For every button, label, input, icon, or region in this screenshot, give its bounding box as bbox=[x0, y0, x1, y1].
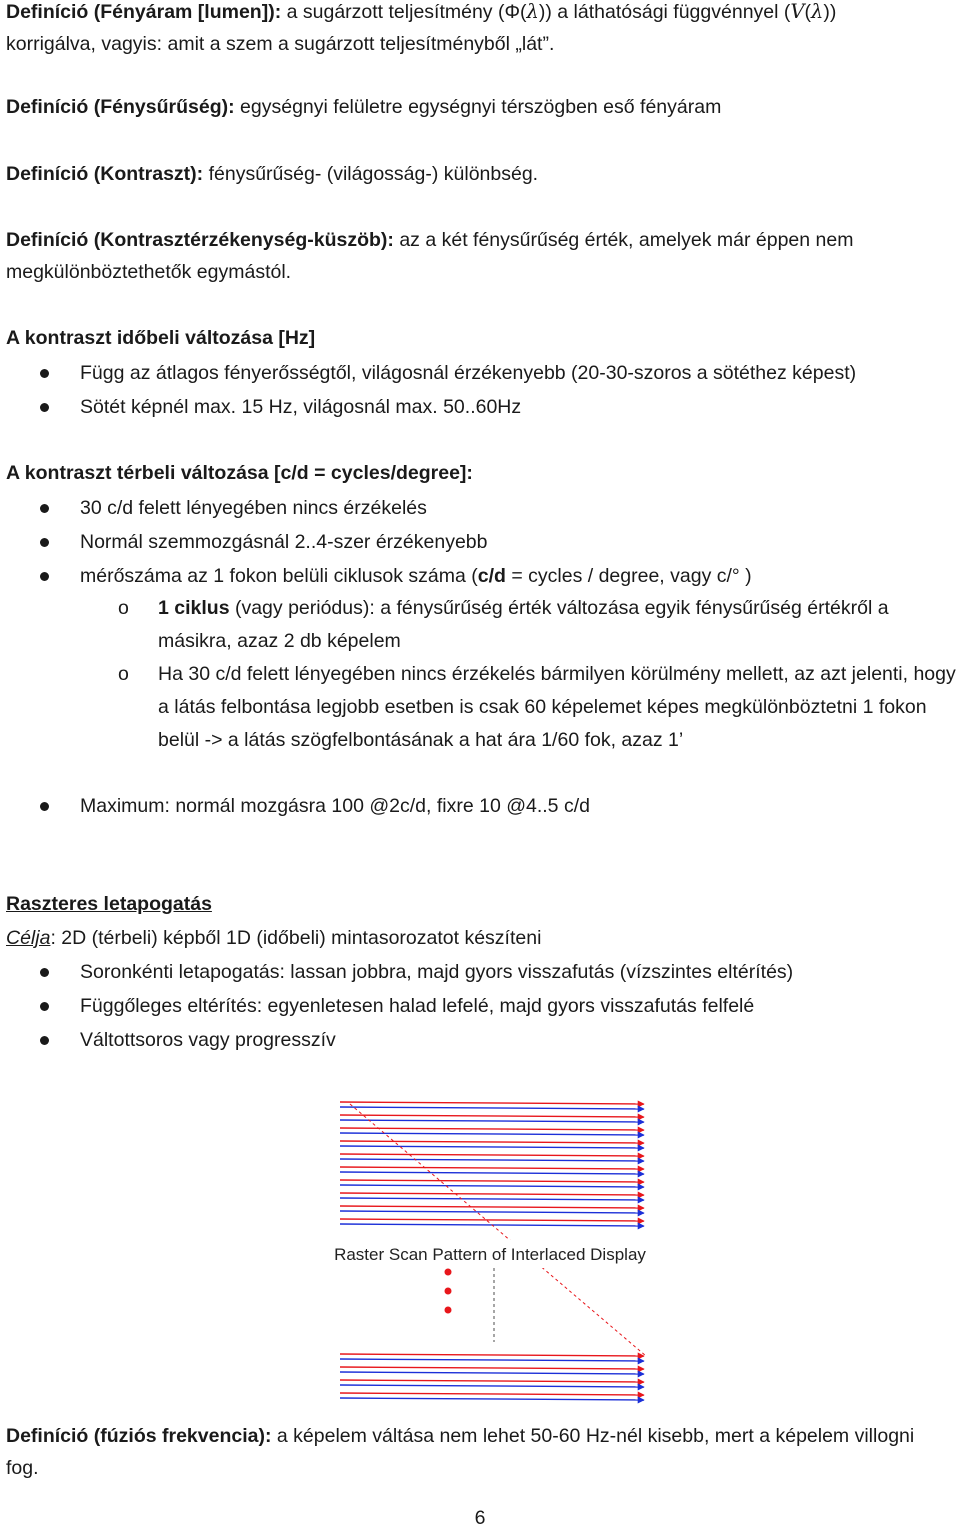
sub-bullet-icon: o bbox=[118, 663, 129, 685]
scan-line bbox=[340, 1172, 644, 1174]
scan-line bbox=[340, 1115, 644, 1117]
raster-scan-diagram bbox=[328, 1094, 648, 1404]
scan-line bbox=[340, 1398, 644, 1400]
def-kontraszterzekenyseg-kuszob: Definíció (Kontrasztérzékenység-küszöb): az a két fénysűrűség érték, amelyek már éppen nem bbox=[6, 229, 854, 251]
list-item: Soronkénti letapogatás: lassan jobbra, majd gyors visszafutás (vízszintes eltérítés) bbox=[80, 961, 794, 983]
sub-list-item: 1 ciklus (vagy periódus): a fénysűrűség érték változása egyik fénysűrűség értékről a másikra, azaz 2 db képelem bbox=[158, 597, 889, 652]
list-item: Sötét képnél max. 15 Hz, világosnál max. 50..60Hz bbox=[80, 396, 522, 418]
scan-line bbox=[340, 1128, 644, 1130]
list-item: Normál szemmozgásnál 2..4-szer érzékenyebb bbox=[80, 531, 488, 553]
scan-line bbox=[340, 1159, 644, 1161]
sub-list-item: Ha 30 c/d felett lényegében nincs érzékelés bármilyen körülmény mellett, az azt jelenti, hogy a látás felbontása legjobb esetben is csak 60 képelemet képes megkülönböztetni 1 fokon belül -> a látás szögfelbontásának a hat ára 1/60 fok, azaz 1’ bbox=[158, 663, 956, 751]
def-kontraszt: Definíció (Kontraszt): fénysűrűség- (világosság-) különbség. bbox=[6, 163, 539, 185]
list-item: Váltottsoros vagy progresszív bbox=[80, 1029, 336, 1051]
scan-line bbox=[340, 1185, 644, 1187]
scan-line bbox=[340, 1102, 644, 1104]
continuation-dots bbox=[445, 1269, 452, 1314]
scan-line bbox=[340, 1354, 644, 1356]
figure-caption: Raster Scan Pattern of Interlaced Display bbox=[334, 1245, 646, 1264]
scan-line bbox=[340, 1367, 644, 1369]
scan-line bbox=[340, 1206, 644, 1208]
list-item: Maximum: normál mozgásra 100 @2c/d, fixre 10 @4..5 c/d bbox=[80, 795, 590, 817]
scan-line bbox=[340, 1380, 644, 1382]
bullet-icon bbox=[40, 538, 49, 547]
list-item: mérőszáma az 1 fokon belüli ciklusok száma (c/d = cycles / degree, vagy c/° ) bbox=[80, 565, 752, 587]
continuation-dot bbox=[445, 1288, 452, 1295]
continuation-dot bbox=[445, 1269, 452, 1276]
raster-goal: Célja: 2D (térbeli) képből 1D (időbeli) mintasorozatot készíteni bbox=[6, 927, 542, 949]
bullet-icon bbox=[40, 1002, 49, 1011]
raster-scan-figure bbox=[328, 1094, 648, 1404]
scan-line bbox=[340, 1120, 644, 1122]
bullet-icon bbox=[40, 968, 49, 977]
scan-line bbox=[340, 1141, 644, 1143]
list-item: 30 c/d felett lényegében nincs érzékelés bbox=[80, 497, 427, 519]
heading-raster: Raszteres letapogatás bbox=[6, 893, 212, 915]
bullet-icon bbox=[40, 572, 49, 581]
scan-line bbox=[340, 1167, 644, 1169]
def-fenyaram-line2: korrigálva, vagyis: amit a szem a sugárzott teljesítményből „lát”. bbox=[6, 33, 555, 55]
heading-spatial: A kontraszt térbeli változása [c/d = cycles/degree]: bbox=[6, 462, 473, 484]
scan-line bbox=[340, 1393, 644, 1395]
scan-line bbox=[340, 1372, 644, 1374]
scan-line bbox=[340, 1107, 644, 1109]
scan-line bbox=[340, 1180, 644, 1182]
bullet-icon bbox=[40, 504, 49, 513]
scan-line bbox=[340, 1219, 644, 1221]
def-kuszob-line2: megkülönböztethetők egymástól. bbox=[6, 261, 292, 283]
def-fenysuruseg: Definíció (Fénysűrűség): egységnyi felületre egységnyi térszögben eső fényáram bbox=[6, 96, 722, 118]
bullet-icon bbox=[40, 369, 49, 378]
scan-line bbox=[340, 1211, 644, 1213]
bullet-icon bbox=[40, 403, 49, 412]
def-fuzios-frekvencia: Definíció (fúziós frekvencia): a képelem váltása nem lehet 50-60 Hz-nél kisebb, mert a képelem villogni fog. bbox=[6, 1425, 915, 1479]
scan-line bbox=[340, 1146, 644, 1148]
scan-line bbox=[340, 1385, 644, 1387]
list-item: Függőleges eltérítés: egyenletesen halad lefelé, majd gyors visszafutás felfelé bbox=[80, 995, 755, 1017]
list-item: Függ az átlagos fényerősségtől, világosnál érzékenyebb (20-30-szoros a sötéthez képest) bbox=[80, 362, 857, 384]
scan-line bbox=[340, 1154, 644, 1156]
bullet-icon bbox=[40, 802, 49, 811]
scan-line bbox=[340, 1193, 644, 1195]
page-number: 6 bbox=[474, 1507, 486, 1529]
def-fenyaram: Definíció (Fényáram [lumen]): a sugárzott teljesítmény (Φ(λ)) a láthatósági függvénnyel (V(λ)) bbox=[6, 0, 837, 23]
scan-line bbox=[340, 1198, 644, 1200]
scan-line bbox=[340, 1133, 644, 1135]
scan-line bbox=[340, 1359, 644, 1361]
bullet-icon bbox=[40, 1036, 49, 1045]
heading-temporal: A kontraszt időbeli változása [Hz] bbox=[6, 327, 316, 349]
sub-bullet-icon: o bbox=[118, 597, 129, 619]
continuation-dot bbox=[445, 1307, 452, 1314]
